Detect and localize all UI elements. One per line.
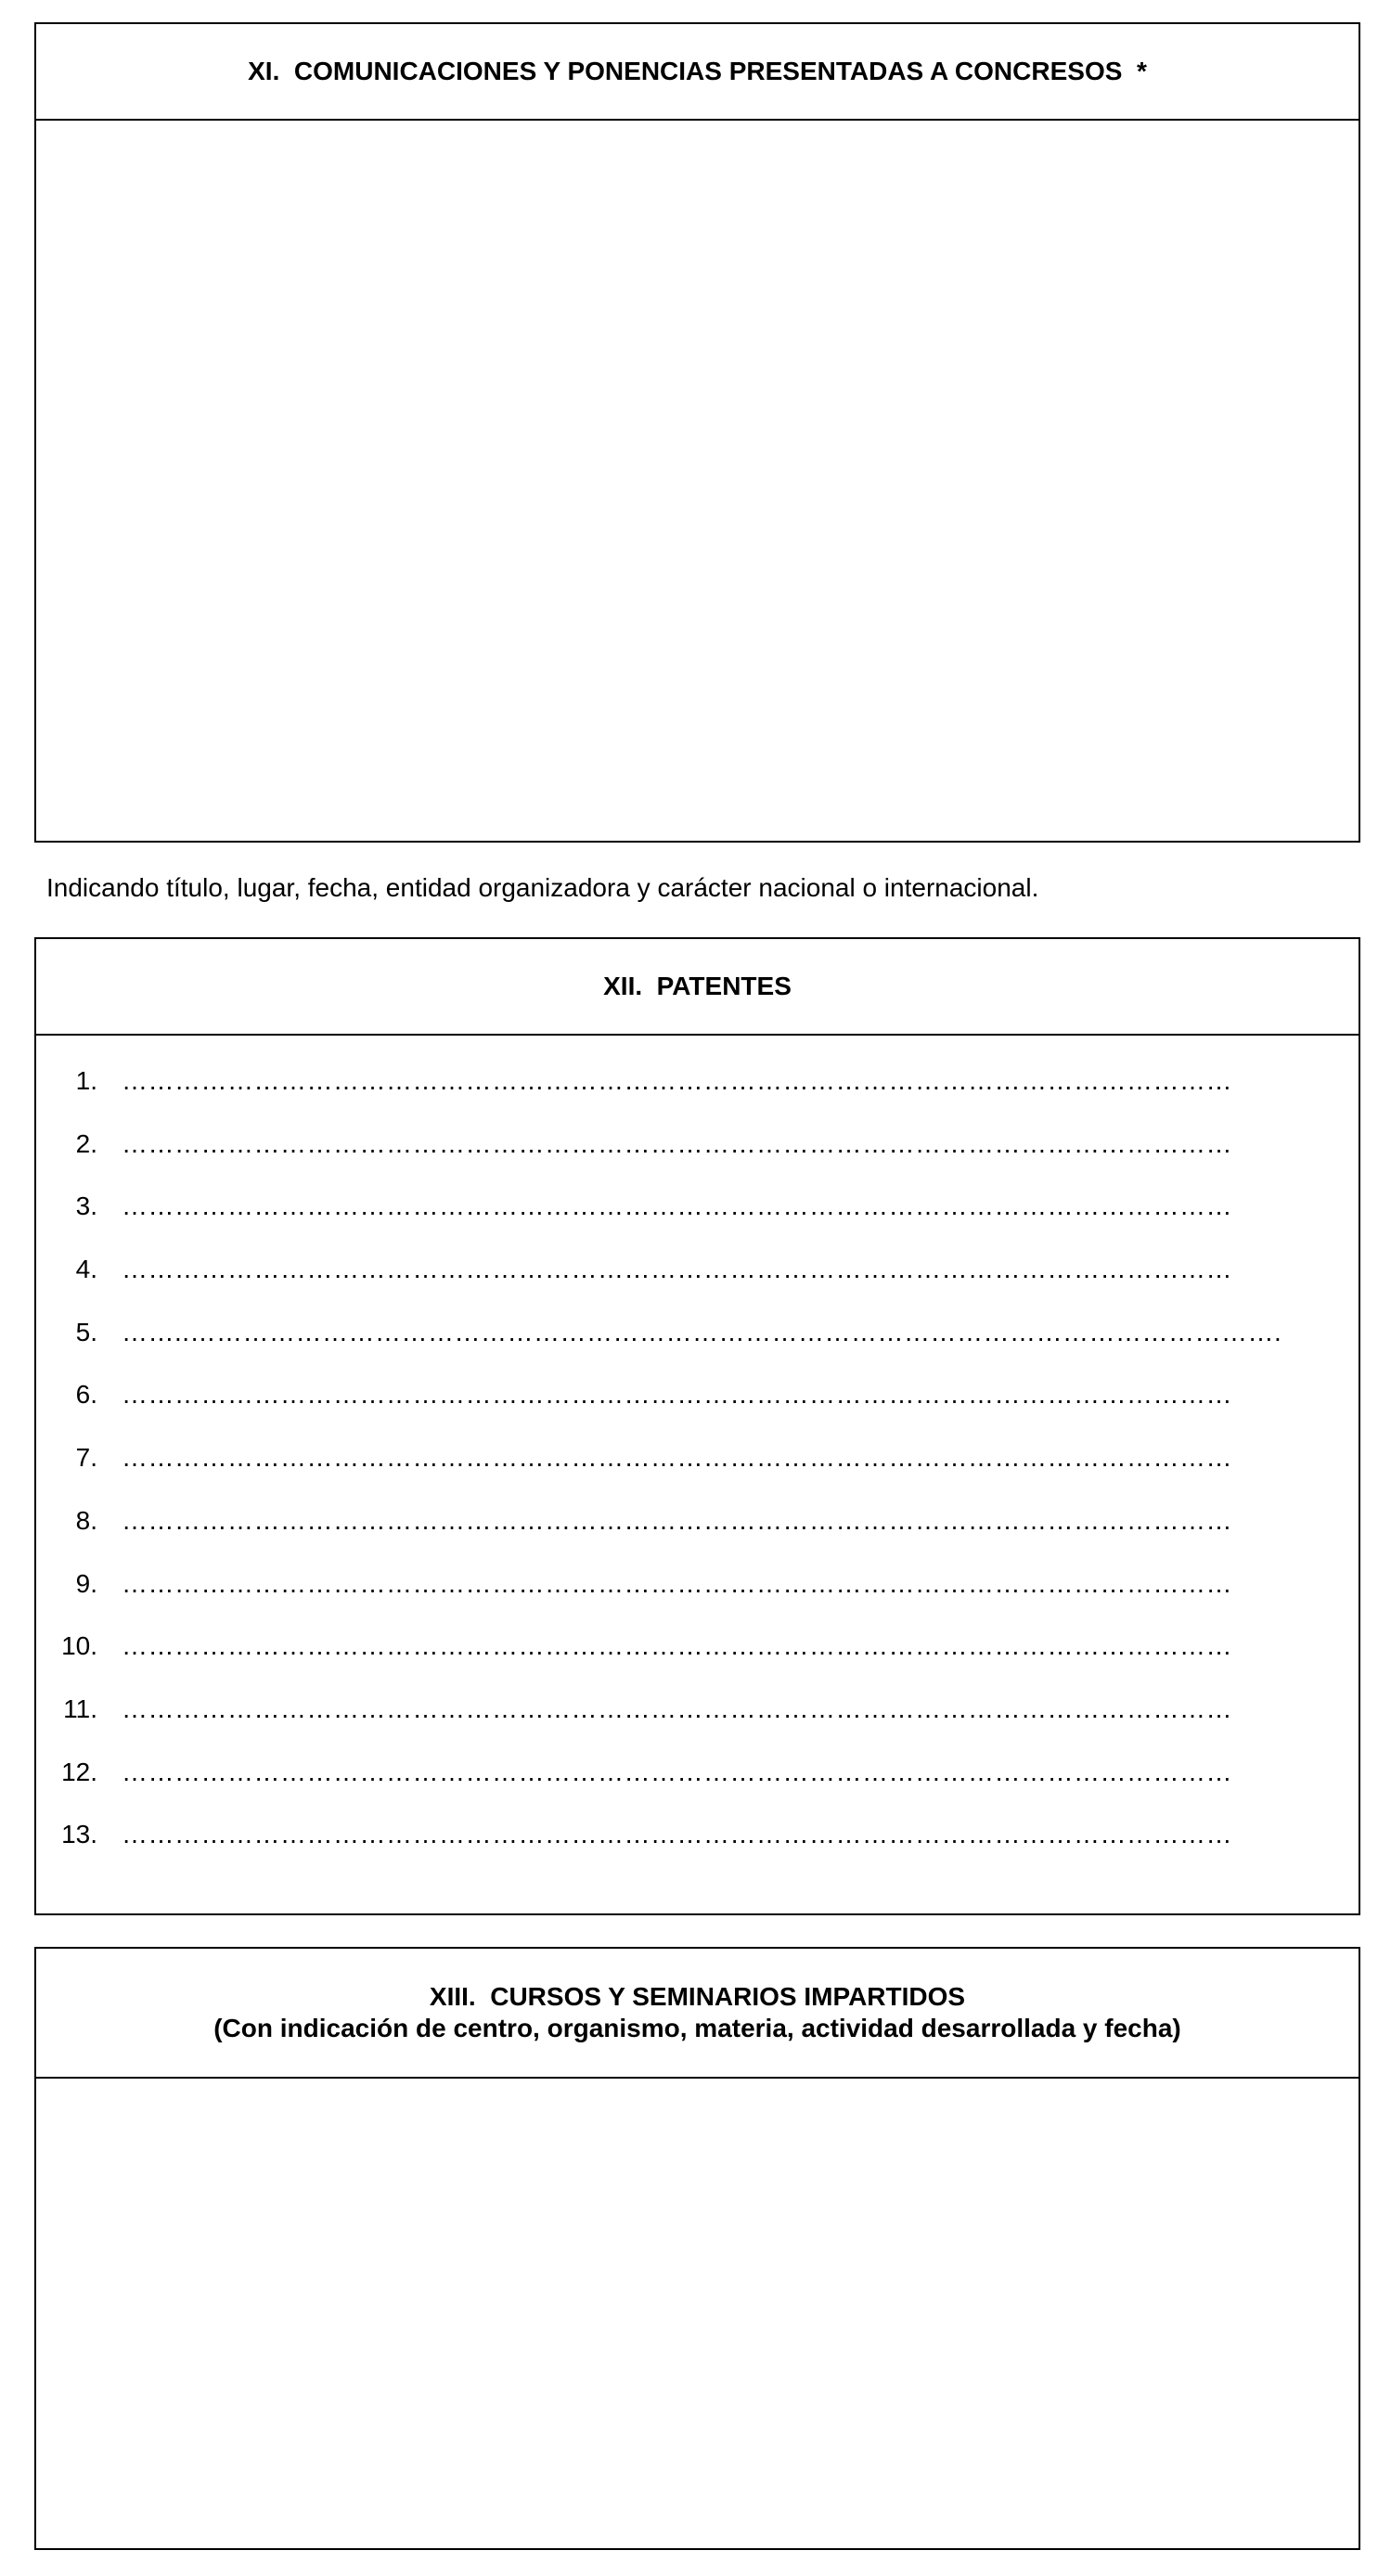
patent-number: 9. — [75, 1568, 97, 1598]
patent-entry-line[interactable]: ……………………………………………………………………………………………………………… — [122, 1255, 1232, 1284]
patent-number: 5. — [75, 1317, 97, 1346]
patent-list-item[interactable] — [36, 1630, 1359, 1694]
section-xii-header — [36, 939, 1359, 1036]
patent-entry-line[interactable]: ……………………………………………………………………………………………………………… — [122, 1380, 1232, 1410]
patent-number: 8. — [75, 1505, 97, 1535]
patent-entry-line[interactable]: ……………………………………………………………………………………………………………… — [122, 1820, 1232, 1849]
section-xi-note: Indicando título, lugar, fecha, entidad organizadora y carácter nacional o internacional. — [46, 873, 1039, 902]
section-xiii-header — [36, 1949, 1359, 2079]
patent-list-item[interactable] — [36, 1191, 1359, 1254]
section-xiii-title: XIII. CURSOS Y SEMINARIOS IMPARTIDOS — [429, 1982, 966, 2011]
patent-entry-line[interactable]: ……………………………………………………………………………………………………………… — [122, 1568, 1232, 1598]
patent-number: 2. — [75, 1128, 97, 1158]
section-xiii-box — [34, 1947, 1360, 2550]
patent-number: 6. — [75, 1380, 97, 1410]
patent-number: 12. — [61, 1757, 97, 1786]
patent-entry-line[interactable]: ……..……………………………………………………………………………………………………………. — [122, 1317, 1282, 1346]
patent-list-item[interactable] — [36, 1128, 1359, 1191]
patent-number: 10. — [61, 1631, 97, 1661]
patent-entry-line[interactable]: ……………………………………………………………………………………………………………… — [122, 1505, 1232, 1535]
patent-number: 7. — [75, 1443, 97, 1473]
patent-entry-line[interactable]: ……………………………………………………………………………………………………………… — [122, 1443, 1232, 1473]
patent-number: 1. — [75, 1066, 97, 1095]
patent-entry-line[interactable]: ……………………………………………………………………………………………………………… — [122, 1191, 1232, 1221]
patent-entry-line[interactable]: ……………………………………………………………………………………………………………… — [122, 1631, 1232, 1661]
patent-number: 3. — [75, 1191, 97, 1221]
patent-list-item[interactable] — [36, 1254, 1359, 1317]
section-xiii-subtitle: (Con indicación de centro, organismo, materia, actividad desarrollada y fecha) — [213, 2014, 1181, 2042]
patent-number: 11. — [63, 1694, 97, 1723]
patent-list-item[interactable] — [36, 1505, 1359, 1568]
patent-list-item[interactable] — [36, 1694, 1359, 1757]
patent-list-item[interactable] — [36, 1568, 1359, 1631]
patent-list-item[interactable] — [36, 1819, 1359, 1882]
patent-number: 13. — [61, 1820, 97, 1849]
patent-number: 4. — [75, 1255, 97, 1284]
patent-entry-line[interactable]: ……………………………………………………………………………………………………………… — [122, 1757, 1232, 1786]
patent-entry-line[interactable]: ……………………………………………………………………………………………………………… — [122, 1694, 1232, 1723]
section-xii-title: XII. PATENTES — [603, 972, 792, 1000]
section-xii-box — [34, 937, 1360, 1915]
section-xi-box — [34, 22, 1360, 843]
patent-list-item[interactable] — [36, 1317, 1359, 1380]
patent-entry-line[interactable]: ……………………………………………………………………………………………………………… — [122, 1128, 1232, 1158]
patent-list-item[interactable] — [36, 1442, 1359, 1505]
patent-entry-line[interactable]: ……………………………………………………………………………………………………………… — [122, 1066, 1232, 1095]
section-xi-title: XI. COMUNICACIONES Y PONENCIAS PRESENTADAS A CONCRESOS * — [248, 57, 1147, 85]
section-xi-header — [36, 24, 1359, 121]
patent-list-item[interactable] — [36, 1757, 1359, 1820]
patent-list — [36, 1065, 1359, 1882]
patent-list-item[interactable] — [36, 1065, 1359, 1128]
patent-list-item[interactable] — [36, 1379, 1359, 1442]
